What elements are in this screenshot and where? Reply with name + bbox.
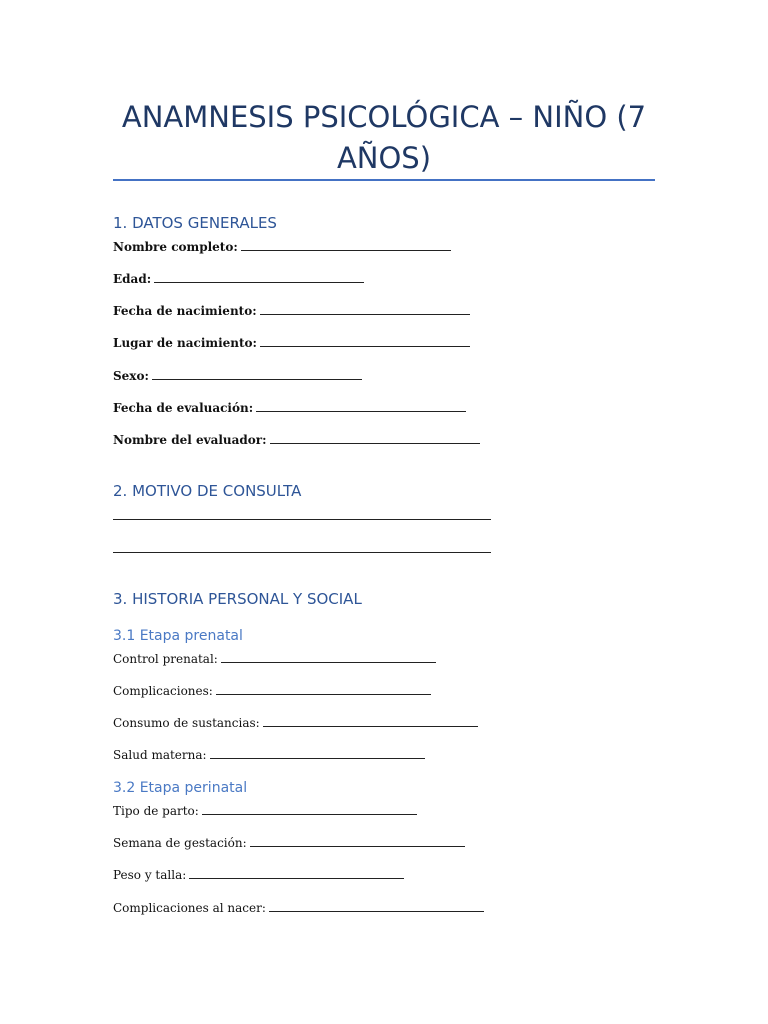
fill-blank[interactable] bbox=[263, 715, 478, 727]
fill-blank[interactable] bbox=[154, 271, 364, 283]
fill-blank[interactable] bbox=[260, 335, 470, 347]
field-consumo-sustancias bbox=[113, 715, 478, 730]
heading-motivo-consulta: 2. MOTIVO DE CONSULTA bbox=[113, 482, 302, 500]
fill-blank[interactable] bbox=[269, 900, 484, 912]
heading-datos-generales: 1. DATOS GENERALES bbox=[113, 214, 277, 232]
field-label: Fecha de evaluación: bbox=[113, 401, 254, 415]
fill-blank[interactable] bbox=[216, 683, 431, 695]
fill-blank[interactable] bbox=[152, 368, 362, 380]
subheading-etapa-perinatal: 3.2 Etapa perinatal bbox=[113, 780, 248, 796]
field-lugar-nacimiento bbox=[113, 335, 470, 350]
field-fecha-nacimiento bbox=[113, 303, 470, 318]
field-fecha-evaluacion bbox=[113, 400, 466, 415]
field-label: Edad: bbox=[113, 272, 152, 286]
document-title: ANAMNESIS PSICOLÓGICA – NIÑO (7 AÑOS) bbox=[121, 100, 647, 175]
field-control-prenatal bbox=[113, 651, 436, 666]
answer-line[interactable] bbox=[113, 552, 491, 553]
field-label: Peso y talla: bbox=[113, 868, 187, 882]
field-label: Complicaciones: bbox=[113, 684, 213, 698]
field-label: Nombre completo: bbox=[113, 240, 238, 254]
heading-historia-personal: 3. HISTORIA PERSONAL Y SOCIAL bbox=[113, 590, 362, 608]
title-divider bbox=[113, 179, 655, 181]
field-complicaciones bbox=[113, 683, 431, 698]
field-label: Consumo de sustancias: bbox=[113, 716, 260, 730]
field-label: Control prenatal: bbox=[113, 652, 218, 666]
field-semana-gestacion bbox=[113, 835, 465, 850]
field-tipo-parto bbox=[113, 803, 417, 818]
field-edad bbox=[113, 271, 364, 286]
subheading-etapa-prenatal: 3.1 Etapa prenatal bbox=[113, 628, 243, 644]
field-peso-talla bbox=[113, 867, 404, 882]
fill-blank[interactable] bbox=[202, 803, 417, 815]
fill-blank[interactable] bbox=[250, 835, 465, 847]
fill-blank[interactable] bbox=[241, 239, 451, 251]
field-salud-materna bbox=[113, 747, 425, 762]
fill-blank[interactable] bbox=[256, 400, 466, 412]
field-nombre-completo bbox=[113, 239, 451, 254]
field-label: Tipo de parto: bbox=[113, 804, 199, 818]
fill-blank[interactable] bbox=[210, 747, 425, 759]
fill-blank[interactable] bbox=[189, 867, 404, 879]
answer-line[interactable] bbox=[113, 519, 491, 520]
fill-blank[interactable] bbox=[270, 432, 480, 444]
field-label: Fecha de nacimiento: bbox=[113, 304, 257, 318]
field-label: Lugar de nacimiento: bbox=[113, 336, 257, 350]
field-label: Semana de gestación: bbox=[113, 836, 247, 850]
field-nombre-evaluador bbox=[113, 432, 480, 447]
field-label: Complicaciones al nacer: bbox=[113, 901, 266, 915]
field-sexo bbox=[113, 368, 362, 383]
fill-blank[interactable] bbox=[260, 303, 470, 315]
field-complicaciones-nacer bbox=[113, 900, 484, 915]
fill-blank[interactable] bbox=[221, 651, 436, 663]
field-label: Salud materna: bbox=[113, 748, 207, 762]
field-label: Sexo: bbox=[113, 369, 149, 383]
field-label: Nombre del evaluador: bbox=[113, 433, 267, 447]
